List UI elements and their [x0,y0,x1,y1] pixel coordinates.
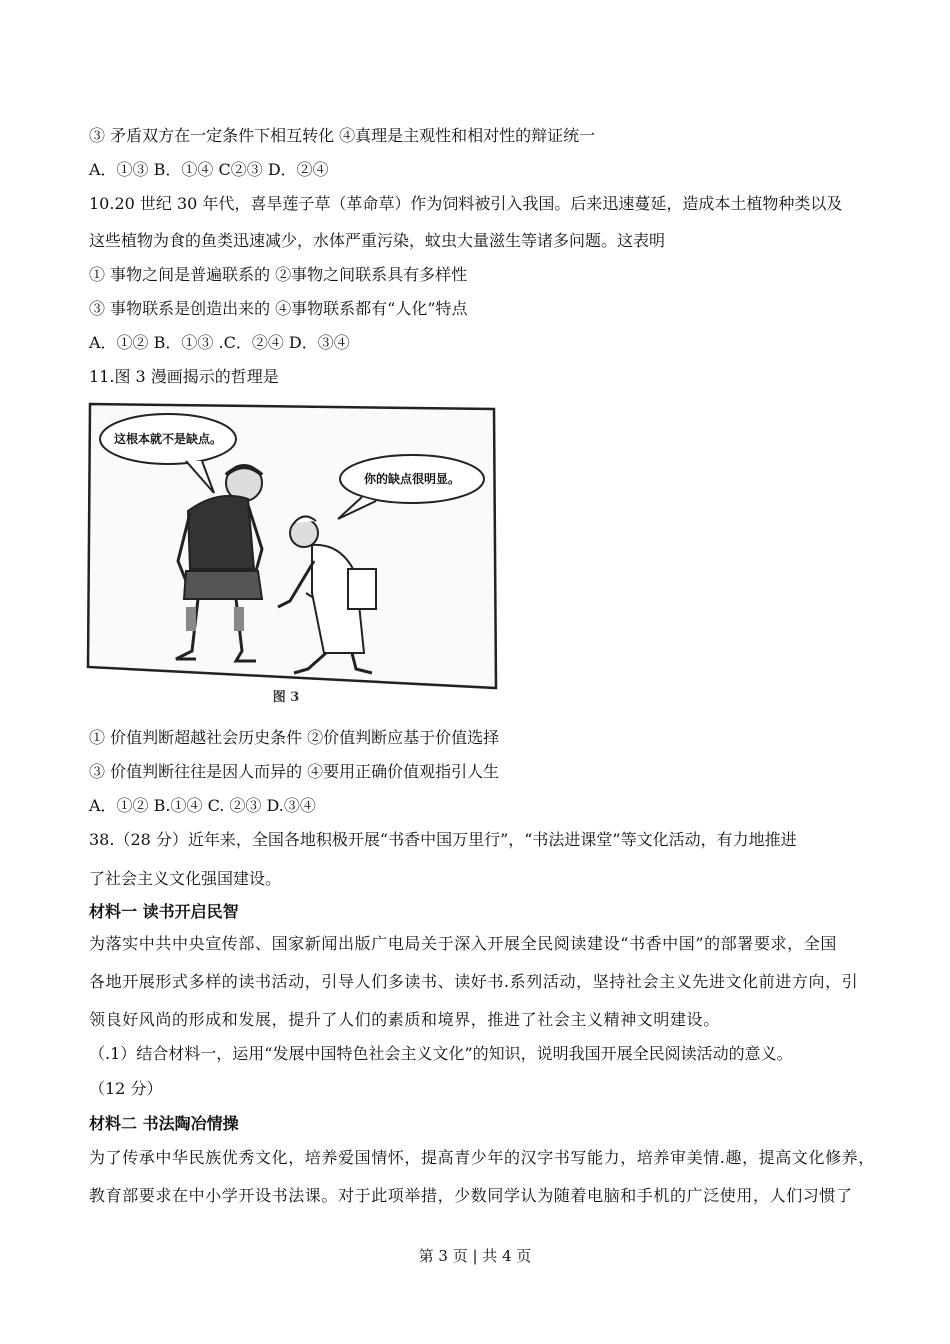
comic-figure-3 [86,401,498,709]
page-footer: 第 3 页 | 共 4 页 [418,1247,532,1265]
q10-option-line-1: ① 事物之间是普遍联系的 ②事物之间联系具有多样性 [89,265,468,284]
q38-part1-line-2: （12 分） [89,1079,163,1098]
q9-answer-choices: A．①③ B．①④ C②③ D．②④ [89,160,329,179]
bubble-left-text: 这根本就不是缺点。 [113,432,223,446]
material-two-heading: 材料二 书法陶冶情操 [89,1114,239,1133]
material-one-line-2: 各地开展形式多样的读书活动，引导人们多读书、读好书.系列活动，坚持社会主义先进文化前进方向，引 [89,972,859,991]
material-two-line-2: 教育部要求在中小学开设书法课。对于此项举措，少数同学认为随着电脑和手机的广泛使用，人们习惯了 [89,1186,853,1205]
bubble-right-text: 你的缺点很明显。 [363,472,461,486]
q10-option-line-2: ③ 事物联系是创造出来的 ④事物联系都有“人化”特点 [89,299,468,318]
q11-option-line-2: ③ 价值判断往往是因人而异的 ④要用正确价值观指引人生 [89,762,500,781]
material-one-line-1: 为落实中共中央宣传部、国家新闻出版广电局关于深入开展全民阅读建设“书香中国”的部署要求，全国 [89,934,837,953]
q10-stem-line-2: 这些植物为食的鱼类迅速减少，水体严重污染，蚊虫大量滋生等诸多问题。这表明 [89,231,666,250]
q9-option-line-2: ③ 矛盾双方在一定条件下相互转化 ④真理是主观性和相对性的辩证统一 [89,126,596,145]
material-one-heading: 材料一 读书开启民智 [89,902,239,921]
material-two-line-1: 为了传承中华民族优秀文化，培养爱国情怀，提高青少年的汉字书写能力，培养审美情.趣，提高文化修养， [89,1148,875,1167]
comic-caption: 图 3 [272,690,300,705]
q38-stem-line-1: 38.（28 分）近年来，全国各地积极开展“书香中国万里行”，“书法进课堂”等文化活动，有力地推进 [89,830,797,849]
q10-answer-choices: A．①② B．①③ .C．②④ D．③④ [89,333,350,352]
q10-stem-line-1: 10.20 世纪 30 年代，喜旱莲子草（革命草）作为饲料被引入我国。后来迅速蔓延，造成本土植物种类以及 [89,194,843,213]
q11-answer-choices: A．①② B.①④ C. ②③ D.③④ [89,796,316,815]
q11-option-line-1: ① 价值判断超越社会历史条件 ②价值判断应基于价值选择 [89,728,500,747]
material-one-line-3: 领良好风尚的形成和发展，提升了人们的素质和境界，推进了社会主义精神文明建设。 [89,1010,720,1029]
q38-stem-line-2: 了社会主义文化强国建设。 [89,869,282,888]
q38-part1-line-1: （.1）结合材料一，运用“发展中国特色社会主义文化”的知识，说明我国开展全民阅读活动的意义。 [89,1044,793,1063]
q11-stem: 11.图 3 漫画揭示的哲理是 [89,367,279,386]
